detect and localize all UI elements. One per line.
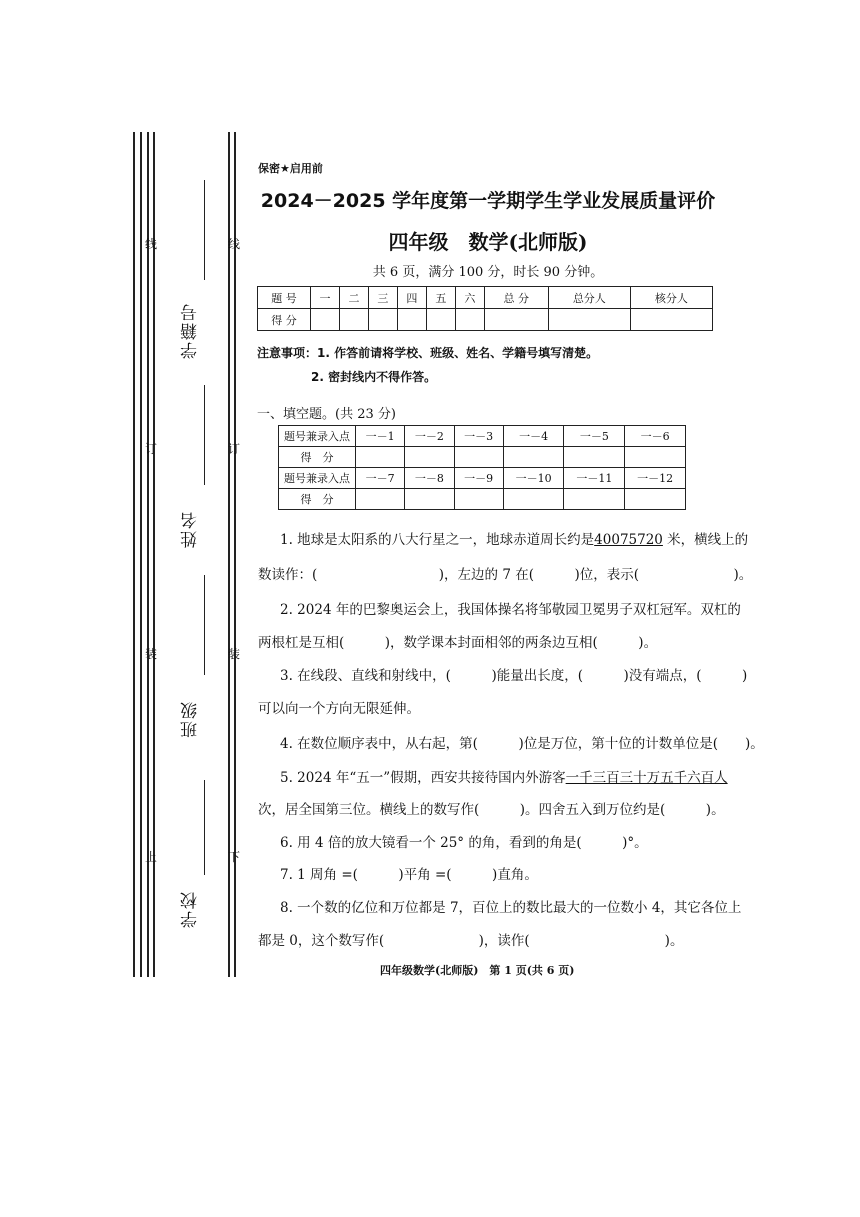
question-text: 米，横线上的 xyxy=(662,532,749,548)
score-header: 总分人 xyxy=(548,287,630,309)
q-score-cell[interactable] xyxy=(405,447,454,468)
score-header: 题 号 xyxy=(258,287,311,309)
q-table-head: 一－10 xyxy=(503,468,564,489)
q-score-cell[interactable] xyxy=(625,447,686,468)
question-line: 8. 一个数的亿位和万位都是 7，百位上的数比最大的一位数小 4，其它各位上 xyxy=(280,900,742,916)
question-line: 4. 在数位顺序表中，从右起，第( )位是万位，第十位的计数单位是( )。 xyxy=(280,736,764,752)
q-score-cell[interactable] xyxy=(356,489,405,510)
field-line xyxy=(204,780,205,875)
field-line xyxy=(204,180,205,280)
question-line: 数读作：( )，左边的 7 在( )位，表示( )。 xyxy=(258,567,753,583)
seal-mark-order: 订 xyxy=(145,442,158,456)
underlined-number: 40075720 xyxy=(594,532,663,548)
q-score-cell[interactable] xyxy=(503,489,564,510)
question-line: 两根杠是互相( )，数学课本封面相邻的两条边互相( )。 xyxy=(258,635,658,651)
q-table-head: 一－4 xyxy=(503,426,564,447)
q-score-cell[interactable] xyxy=(625,489,686,510)
question-line: 次，居全国第三位。横线上的数写作( )。四舍五入到万位约是( )。 xyxy=(258,802,725,818)
exam-info: 共 6 页，满分 100 分，时长 90 分钟。 xyxy=(372,265,604,280)
q-score-cell[interactable] xyxy=(405,489,454,510)
binding-line xyxy=(133,132,135,977)
score-header: 六 xyxy=(455,287,484,309)
field-label-school: 学校 xyxy=(181,890,201,928)
page-footer: 四年级数学(北师版) 第 1 页(共 6 页) xyxy=(380,964,575,977)
score-header: 总 分 xyxy=(484,287,548,309)
q-table-head: 一－9 xyxy=(454,468,503,489)
q-table-label: 题号兼录入点 xyxy=(279,468,356,489)
seal-mark-bind: 装 xyxy=(228,647,241,661)
q-score-cell[interactable] xyxy=(564,447,625,468)
q-table-label: 得 分 xyxy=(279,489,356,510)
score-cell[interactable] xyxy=(548,309,630,331)
question-line xyxy=(280,766,728,786)
field-line xyxy=(204,385,205,485)
score-header: 二 xyxy=(339,287,368,309)
section-title: 一、填空题。(共 23 分) xyxy=(257,407,396,422)
seal-mark-line: 线 xyxy=(228,237,241,251)
field-label-name: 姓名 xyxy=(181,510,201,548)
q-table-head: 一－3 xyxy=(454,426,503,447)
notice-line-1: 注意事项：1. 作答前请将学校、班级、姓名、学籍号填写清楚。 xyxy=(257,346,599,360)
field-label-class: 班级 xyxy=(181,700,201,738)
question-line: 3. 在线段、直线和射线中，( )能量出长度，( )没有端点，( ) xyxy=(280,668,748,684)
q-table-head: 一－6 xyxy=(625,426,686,447)
score-header: 一 xyxy=(311,287,340,309)
q-score-cell[interactable] xyxy=(503,447,564,468)
score-cell[interactable] xyxy=(339,309,368,331)
q-score-cell[interactable] xyxy=(356,447,405,468)
score-header: 核分人 xyxy=(630,287,712,309)
seal-mark-bind: 装 xyxy=(145,647,158,661)
score-cell[interactable] xyxy=(484,309,548,331)
q-table-head: 一－12 xyxy=(625,468,686,489)
score-header: 五 xyxy=(426,287,455,309)
score-table xyxy=(257,286,713,331)
question-line xyxy=(280,528,748,548)
exam-title: 2024－2025 学年度第一学期学生学业发展质量评价 xyxy=(260,190,716,212)
section-score-table xyxy=(278,425,686,510)
underlined-number: 一千三百三十万五千六百人 xyxy=(565,770,728,786)
q-table-head: 一－2 xyxy=(405,426,454,447)
question-text: 1. 地球是太阳系的八大行星之一，地球赤道周长约是 xyxy=(280,532,595,548)
score-header: 三 xyxy=(368,287,397,309)
q-table-label: 得 分 xyxy=(279,447,356,468)
seal-mark-order: 订 xyxy=(228,442,241,456)
score-cell[interactable] xyxy=(397,309,426,331)
score-cell[interactable] xyxy=(368,309,397,331)
field-line xyxy=(204,575,205,675)
score-header: 四 xyxy=(397,287,426,309)
exam-subtitle: 四年级 数学(北师版) xyxy=(388,230,588,254)
q-table-label: 题号兼录入点 xyxy=(279,426,356,447)
score-cell[interactable] xyxy=(426,309,455,331)
score-cell[interactable] xyxy=(630,309,712,331)
secret-label: 保密★启用前 xyxy=(258,162,323,175)
question-line: 可以向一个方向无限延伸。 xyxy=(258,701,420,717)
question-line: 都是 0，这个数写作( )，读作( )。 xyxy=(258,933,684,949)
score-cell[interactable] xyxy=(455,309,484,331)
score-row-label: 得 分 xyxy=(258,309,311,331)
binding-line xyxy=(140,132,142,977)
notice-line-2: 2. 密封线内不得作答。 xyxy=(311,370,437,384)
field-label-student-id: 学籍号 xyxy=(181,302,201,359)
q-score-cell[interactable] xyxy=(454,447,503,468)
q-table-head: 一－7 xyxy=(356,468,405,489)
seal-mark-up: 上 xyxy=(145,850,158,864)
q-table-head: 一－8 xyxy=(405,468,454,489)
q-score-cell[interactable] xyxy=(564,489,625,510)
q-table-head: 一－11 xyxy=(564,468,625,489)
q-table-head: 一－5 xyxy=(564,426,625,447)
question-text: 5. 2024 年“五一”假期，西安共接待国内外游客 xyxy=(280,770,566,786)
q-table-head: 一－1 xyxy=(356,426,405,447)
question-line: 2. 2024 年的巴黎奥运会上，我国体操名将邹敬园卫冕男子双杠冠军。双杠的 xyxy=(280,602,741,618)
question-line: 7. 1 周角 =( )平角 =( )直角。 xyxy=(280,867,538,883)
seal-mark-line: 线 xyxy=(145,237,158,251)
q-score-cell[interactable] xyxy=(454,489,503,510)
seal-mark-down: 下 xyxy=(228,850,241,864)
score-cell[interactable] xyxy=(311,309,340,331)
question-line: 6. 用 4 倍的放大镜看一个 25° 的角，看到的角是( )°。 xyxy=(280,835,648,851)
